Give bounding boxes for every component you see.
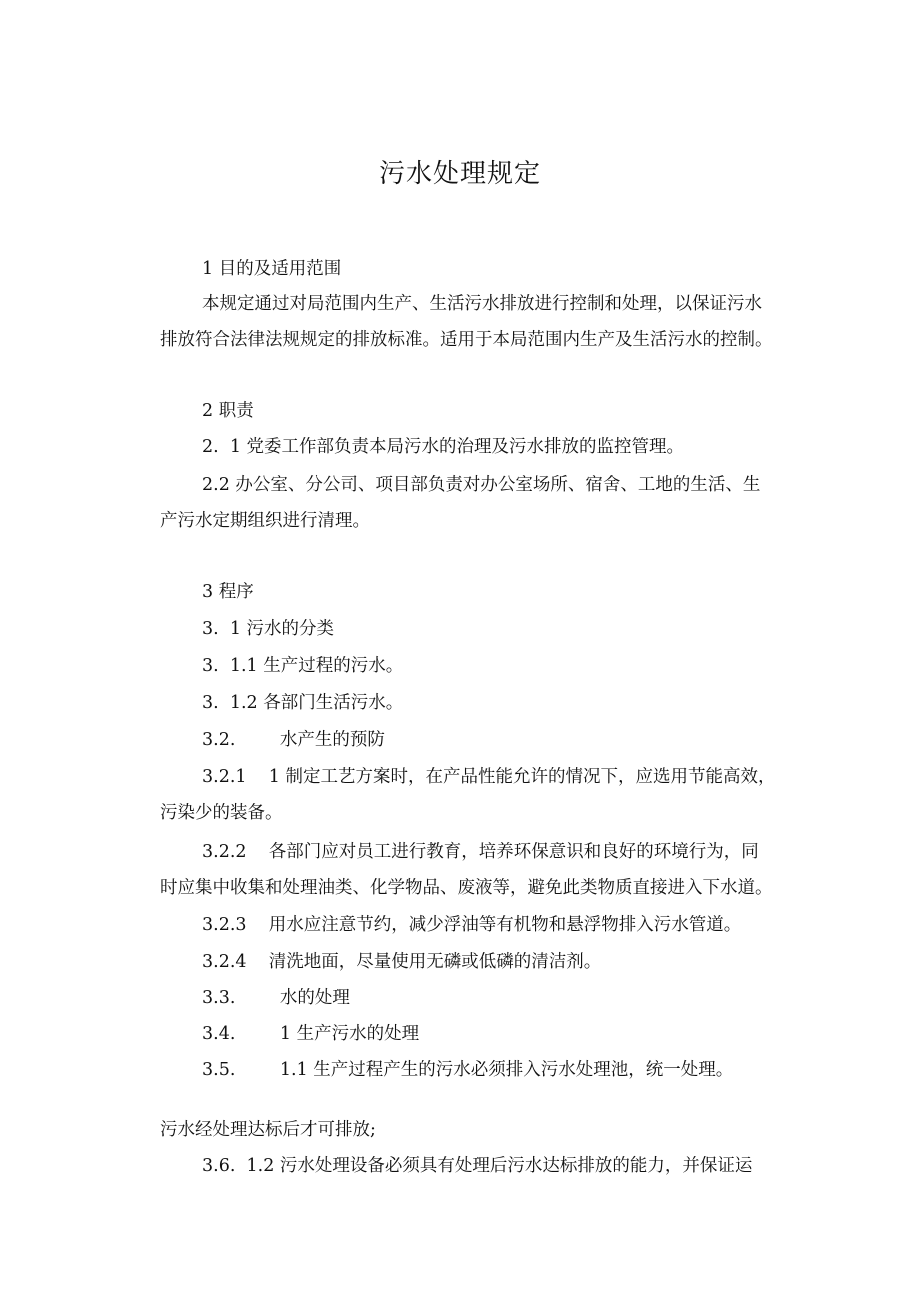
- paragraph-line: 污水经处理达标后才可排放;: [160, 1120, 376, 1140]
- paragraph-line: 3. 1 污水的分类: [202, 619, 335, 639]
- section-heading-purpose: 1 目的及适用范围: [202, 259, 342, 279]
- paragraph-line: 3.2.3 用水应注意节约，减少浮油等有机物和悬浮物排入污水管道。: [202, 915, 742, 935]
- paragraph-line: 本规定通过对局范围内生产、生活污水排放进行控制和处理，以保证污水: [202, 294, 762, 314]
- paragraph-line: 3.2. 水产生的预防: [202, 730, 385, 750]
- paragraph-line: 3.2.4 清洗地面，尽量使用无磷或低磷的清洁剂。: [202, 952, 602, 972]
- paragraph-line: 2.2 办公室、分公司、项目部负责对办公室场所、宿舍、工地的生活、生: [202, 475, 761, 495]
- paragraph-line: 3. 1.2 各部门生活污水。: [202, 693, 404, 713]
- page-title: 污水处理规定: [378, 159, 541, 189]
- paragraph-line: 3.2.1 1 制定工艺方案时，在产品性能允许的情况下，应选用节能高效，: [202, 767, 776, 787]
- paragraph-line: 3.6. 1.2 污水处理设备必须具有处理后污水达标排放的能力，并保证运: [202, 1156, 753, 1176]
- section-heading-procedure: 3 程序: [202, 582, 254, 602]
- paragraph-line: 3.3. 水的处理: [202, 988, 350, 1008]
- paragraph-line: 3.5. 1.1 生产过程产生的污水必须排入污水处理池，统一处理。: [202, 1060, 734, 1080]
- paragraph-line: 2. 1 党委工作部负责本局污水的治理及污水排放的监控管理。: [202, 437, 685, 457]
- section-heading-duties: 2 职责: [202, 401, 254, 421]
- paragraph-line: 污染少的装备。: [160, 803, 283, 823]
- paragraph-line: 3.4. 1 生产污水的处理: [202, 1024, 420, 1044]
- paragraph-line: 时应集中收集和处理油类、化学物品、废液等，避免此类物质直接进入下水道。: [160, 878, 773, 898]
- paragraph-line: 3.2.2 各部门应对员工进行教育，培养环保意识和良好的环境行为，同: [202, 842, 759, 862]
- paragraph-line: 3. 1.1 生产过程的污水。: [202, 656, 404, 676]
- paragraph-line: 产污水定期组织进行清理。: [160, 511, 370, 531]
- paragraph-line: 排放符合法律法规规定的排放标准。适用于本局范围内生产及生活污水的控制。: [160, 330, 773, 350]
